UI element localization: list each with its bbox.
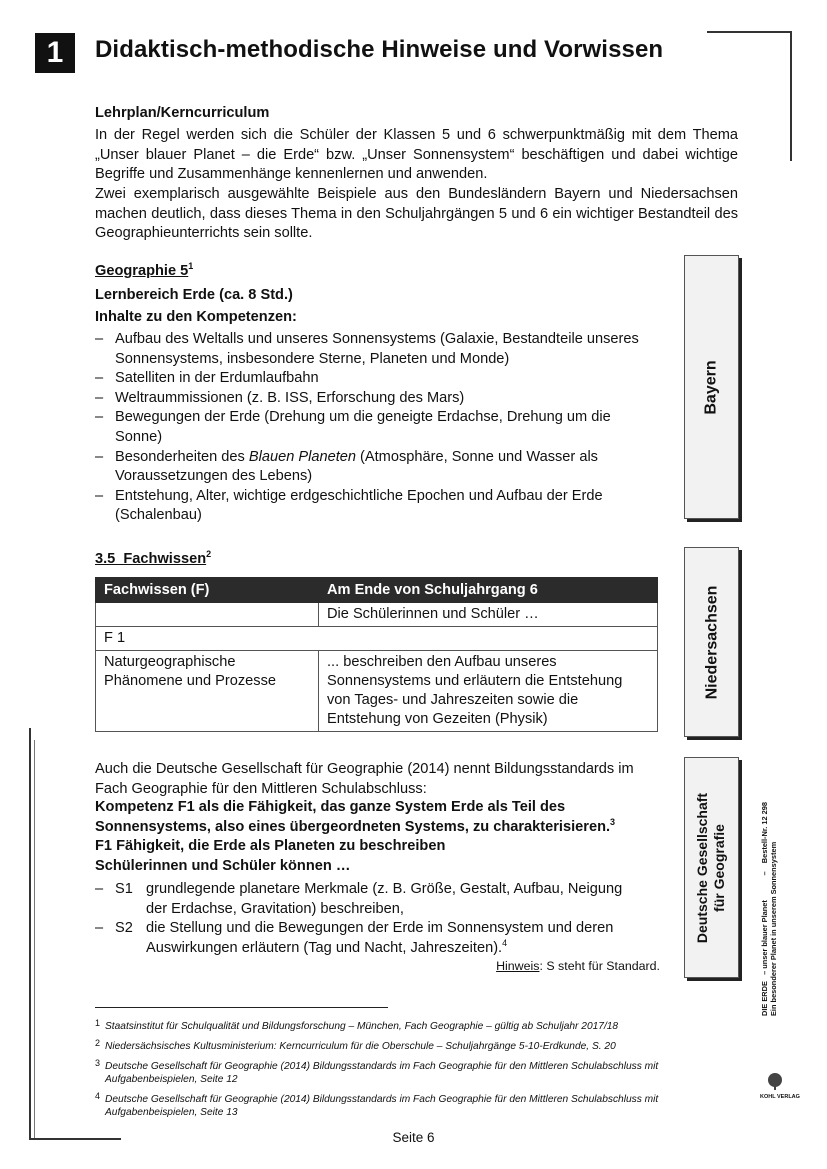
list-item-text: Besonderheiten des: [115, 448, 249, 465]
table-header-cell: Fachwissen (F): [96, 578, 319, 603]
list-item: – Aufbau des Weltalls und unseres Sonnensystems (Galaxie, Bestandteile unseres Sonnensystems, insbesondere Sterne, Planeten und Monde): [95, 330, 655, 369]
frame-line-left-inner: [34, 740, 35, 1138]
dgfg-kompetenz-text: Kompetenz F1 als die Fähigkeit, das ganze System Erde als Teil des Sonnensystems, also eines übergeordneten Systems, zu charakterisieren.: [95, 799, 611, 835]
dgfg-kompetenz: [95, 798, 660, 837]
bayern-inhalte-heading: Inhalte zu den Kompetenzen:: [95, 309, 297, 325]
side-tab-label: [695, 792, 729, 942]
lehrplan-paragraph-2: Zwei exemplarisch ausgewählte Beispiele aus den Bundesländern Bayern und Niedersachsen machen deutlich, dass dieses Thema in den Schuljahrgängen 5 und 6 ein wichtiger Bestandteil des Geographieunterrichts sein sollte.: [95, 186, 738, 242]
dgfg-intro: Auch die Deutsche Gesellschaft für Geographie (2014) nennt Bildungsstandards im Fach Geographie für den Mittleren Schulabschluss:: [95, 761, 634, 797]
list-item: [95, 448, 655, 487]
table-cell: [96, 603, 319, 627]
standard-text: die Stellung und die Bewegungen der Erde im Sonnensystem und deren Auswirkungen erläutern (Tag und Nacht, Jahreszeiten).: [146, 920, 614, 956]
dash: –: [95, 881, 104, 897]
footnote-1: [95, 1018, 715, 1034]
table-row: [96, 603, 658, 627]
side-info-title: DIE ERDE – unser blauer Planet: [760, 900, 769, 1016]
page-title: Didaktisch-methodische Hinweise und Vorwissen: [95, 36, 664, 63]
footnote-3: [95, 1058, 715, 1086]
dash: –: [95, 920, 104, 936]
lehrplan-paragraph-1: In der Regel werden sich die Schüler der Klassen 5 und 6 schwerpunktmäßig mit dem Thema „Unser blauer Planet – die Erde“ bzw. „Unser Sonnensystem“ beschäftigen und dabei wichtige Begriffe und Zusammenhänge kennenlernen und anwenden.: [95, 127, 738, 183]
footnote-number: 4: [95, 1091, 101, 1101]
table-header-cell: Am Ende von Schuljahrgang 6: [319, 578, 658, 603]
side-info-line1: DIE ERDE – unser blauer Planet – Bestell-Nr. 12 298: [760, 801, 769, 1016]
bayern-subheading: Lernbereich Erde (ca. 8 Std.): [95, 287, 293, 303]
side-info: [760, 676, 778, 1016]
dgfg-f1-line1: F1 Fähigkeit, die Erde als Planeten zu beschreiben: [95, 838, 446, 854]
fachwissen-heading: [95, 550, 211, 570]
table-cell: Naturgeographische Phänomene und Prozesse: [96, 651, 319, 732]
standard-label: S2: [115, 920, 133, 936]
footnote-text: Deutsche Gesellschaft für Geographie (2014) Bildungsstandards im Fach Geographie für den Mittleren Schulabschluss mit Aufgabenbeispielen, Seite 13: [105, 1094, 659, 1118]
footnote-ref-3: 3: [610, 816, 616, 827]
footnote-ref-1: 1: [188, 261, 194, 271]
page-number: Seite 6: [392, 1130, 435, 1145]
list-item-text: (Atmosphäre, Sonne und Wasser als Voraussetzungen des Lebens): [115, 448, 598, 485]
standard-text: grundlegende planetare Merkmale (z. B. Größe, Gestalt, Aufbau, Neigung der Erdachse, Gravitation) beschreiben,: [146, 881, 623, 917]
list-item: – Satelliten in der Erdumlaufbahn: [95, 369, 655, 389]
table-row: [96, 651, 658, 732]
dgfg-s1: [95, 880, 635, 919]
side-info-line2: Ein besonderer Planet in unserem Sonnensystem: [769, 841, 778, 1016]
list-item: – Entstehung, Alter, wichtige erdgeschichtliche Epochen und Aufbau der Erde (Schalenbau): [95, 487, 655, 526]
side-info-order-number: Bestell-Nr. 12 298: [760, 801, 769, 864]
side-tab-niedersachsen: [684, 547, 739, 737]
frame-line-left: [29, 728, 31, 1140]
hinweis: [440, 959, 660, 973]
hinweis-text: : S steht für Standard.: [539, 959, 660, 973]
side-tab-label-line2: für Geografie: [711, 823, 728, 912]
verlag-name: KOHL VERLAG: [760, 1094, 800, 1100]
chapter-number: 1: [46, 36, 64, 69]
footnote-4: [95, 1091, 715, 1119]
list-item: – Weltraummissionen (z. B. ISS, Erforschung des Mars): [95, 389, 655, 409]
fachwissen-table: [95, 577, 658, 732]
bayern-heading: [95, 262, 193, 282]
side-tab-label: Bayern: [703, 359, 720, 415]
side-tab-label: Niedersachsen: [703, 585, 720, 699]
footnote-ref-4: 4: [502, 937, 508, 948]
footnote-number: 3: [95, 1058, 101, 1068]
frame-line-right-top: [790, 31, 792, 161]
lehrplan-heading: Lehrplan/Kerncurriculum: [95, 105, 270, 121]
standard-label: S1: [115, 881, 133, 897]
bayern-list: [95, 330, 655, 526]
chapter-number-box: [35, 33, 75, 73]
side-tab-dgfg: [684, 757, 739, 978]
side-tab-label-line1: Deutsche Gesellschaft: [694, 792, 711, 943]
dgfg-f1-line2: Schülerinnen und Schüler können …: [95, 858, 351, 874]
standard-text-wrap: [95, 919, 635, 958]
bayern-heading-text: Geographie 5: [95, 263, 189, 279]
tree-logo-icon: [764, 1072, 786, 1094]
fachwissen-heading-text: 3.5 Fachwissen: [95, 551, 207, 567]
table-cell: F 1: [96, 627, 658, 651]
footnote-2: [95, 1038, 715, 1054]
table-cell: Die Schülerinnen und Schüler …: [319, 603, 658, 627]
footnote-number: 1: [95, 1018, 101, 1028]
hinweis-label: Hinweis: [496, 959, 540, 973]
verlag-logo: [764, 1072, 786, 1094]
footnote-number: 2: [95, 1038, 101, 1048]
list-item-italic: Blauen Planeten: [248, 448, 356, 465]
footnote-text: Staatsinstitut für Schulqualität und Bildungsforschung – München, Fach Geographie – gültig ab Schuljahr 2017/18: [105, 1021, 619, 1032]
side-tab-bayern: [684, 255, 739, 519]
footnote-text: Niedersächsisches Kultusministerium: Kerncurriculum für die Oberschule – Schuljahrgänge 5-10-Erdkunde, S. 20: [105, 1041, 616, 1052]
footnote-ref-2: 2: [206, 549, 212, 559]
list-item: – Bewegungen der Erde (Drehung um die geneigte Erdachse, Drehung um die Sonne): [95, 408, 655, 447]
frame-line-top-right: [707, 31, 792, 33]
table-header-row: [96, 578, 658, 603]
table-cell: ... beschreiben den Aufbau unseres Sonnensystems und erläutern die Entstehung von Tages- und Jahreszeiten sowie die Entstehung von Gezeiten (Physik): [319, 651, 658, 732]
dgfg-s2: [95, 919, 635, 958]
table-row: [96, 627, 658, 651]
footnote-text: Deutsche Gesellschaft für Geographie (2014) Bildungsstandards im Fach Geographie für den Mittleren Schulabschluss mit Aufgabenbeispielen, Seite 12: [105, 1061, 659, 1085]
footnote-separator: [95, 1007, 388, 1008]
